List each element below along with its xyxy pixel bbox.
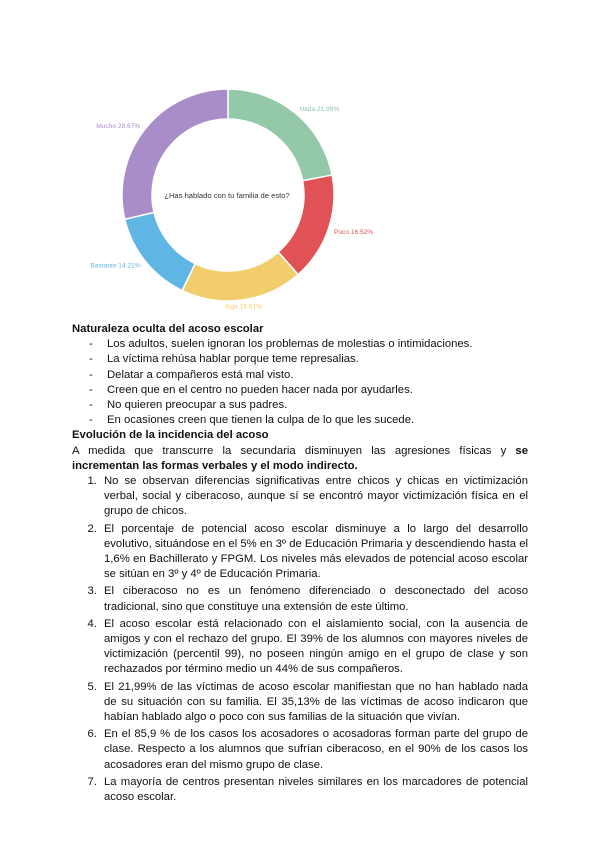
hidden-nature-list (72, 337, 528, 428)
numbered-item: 2. El porcentaje de potencial acoso escolar disminuye a lo largo del desarrollo evolutivo, situándose en el 5% en 3º de Educación Primaria y descendiendo hasta el 1,6% en Bachillerato y FPGM. Los niveles más elevados de potencial acoso escolar se sitúan en 3º y 4º de Educación Primaria. (100, 522, 528, 583)
slice-label-poco: Poco 16.52% (333, 228, 374, 236)
list-item: - Delatar a compañeros está mal visto. (89, 368, 528, 383)
list-item: - En ocasiones creen que tienen la culpa de lo que les sucede. (89, 413, 528, 428)
donut-slice-algo (182, 252, 298, 301)
chart-center-label: ¿Has hablado con tu familia de esto? (164, 191, 290, 200)
list-item: - Creen que en el centro no pueden hacer nada por ayudarles. (89, 383, 528, 398)
evolution-points-list (72, 474, 528, 805)
intro-text: A medida que transcurre la secundaria disminuyen las agresiones físicas y (72, 444, 516, 457)
numbered-item: 5. El 21,99% de las víctimas de acoso escolar manifiestan que no han hablado nada de su situación con su familia. El 35,13% de las víctimas de acoso indicaron que habían hablado algo o poco con sus familias de la situación que vivían. (100, 680, 528, 726)
donut-slice-nada (228, 89, 332, 181)
slice-label-algo: Algo 18.61% (224, 303, 263, 311)
numbered-item: 4. El acoso escolar está relacionado con el aislamiento social, con la ausencia de amigos y con el rechazo del grupo. El 39% de los alumnos con mayores niveles de victimización (percentil 99), no poseen ningún amigo en el grupo de clase y son rechazados por término medio un 44% de sus compañeros. (100, 617, 528, 678)
numbered-item: 6. En el 85,9 % de los casos los acosadores o acosadoras forman parte del grupo de clase. Respecto a los alumnos que sufrían ciberacoso, en el 90% de los casos los acosadores eran del mismo grupo de clase. (100, 727, 528, 773)
numbered-item: 3. El ciberacoso no es un fenómeno diferenciado o desconectado del acoso tradicional, sino que constituye una extensión de este último. (100, 584, 528, 614)
section-heading-evolution: Evolución de la incidencia del acoso (72, 429, 269, 442)
intro-bold-text: se incrementan las formas verbales y el modo indirecto. (72, 444, 528, 472)
donut-slice-bastante (125, 212, 195, 290)
numbered-item: 7. La mayoría de centros presentan niveles similares en los marcadores de potencial acoso escolar. (100, 775, 528, 805)
donut-chart (60, 80, 420, 320)
section-heading-hidden-nature: Naturaleza oculta del acoso escolar (72, 323, 264, 335)
list-item: - No quieren preocupar a sus padres. (89, 398, 528, 413)
evolution-intro (72, 444, 528, 474)
slice-label-nada: Nada 21.99% (299, 106, 340, 114)
slice-label-mucho: Mucho 28.67% (96, 122, 141, 130)
numbered-item: 1. No se observan diferencias significativas entre chicos y chicas en victimización verbal, social y ciberacoso, aunque sí se encontró mayor victimización física en el grupo de chicos. (100, 474, 528, 520)
slice-label-bastante: Bastante 14.21% (90, 262, 141, 270)
text-body (72, 322, 528, 807)
list-item: - Los adultos, suelen ignoran los problemas de molestias o intimidaciones. (89, 337, 528, 352)
donut-slice-poco (278, 175, 334, 274)
list-item: - La víctima rehúsa hablar porque teme represalias. (89, 352, 528, 367)
